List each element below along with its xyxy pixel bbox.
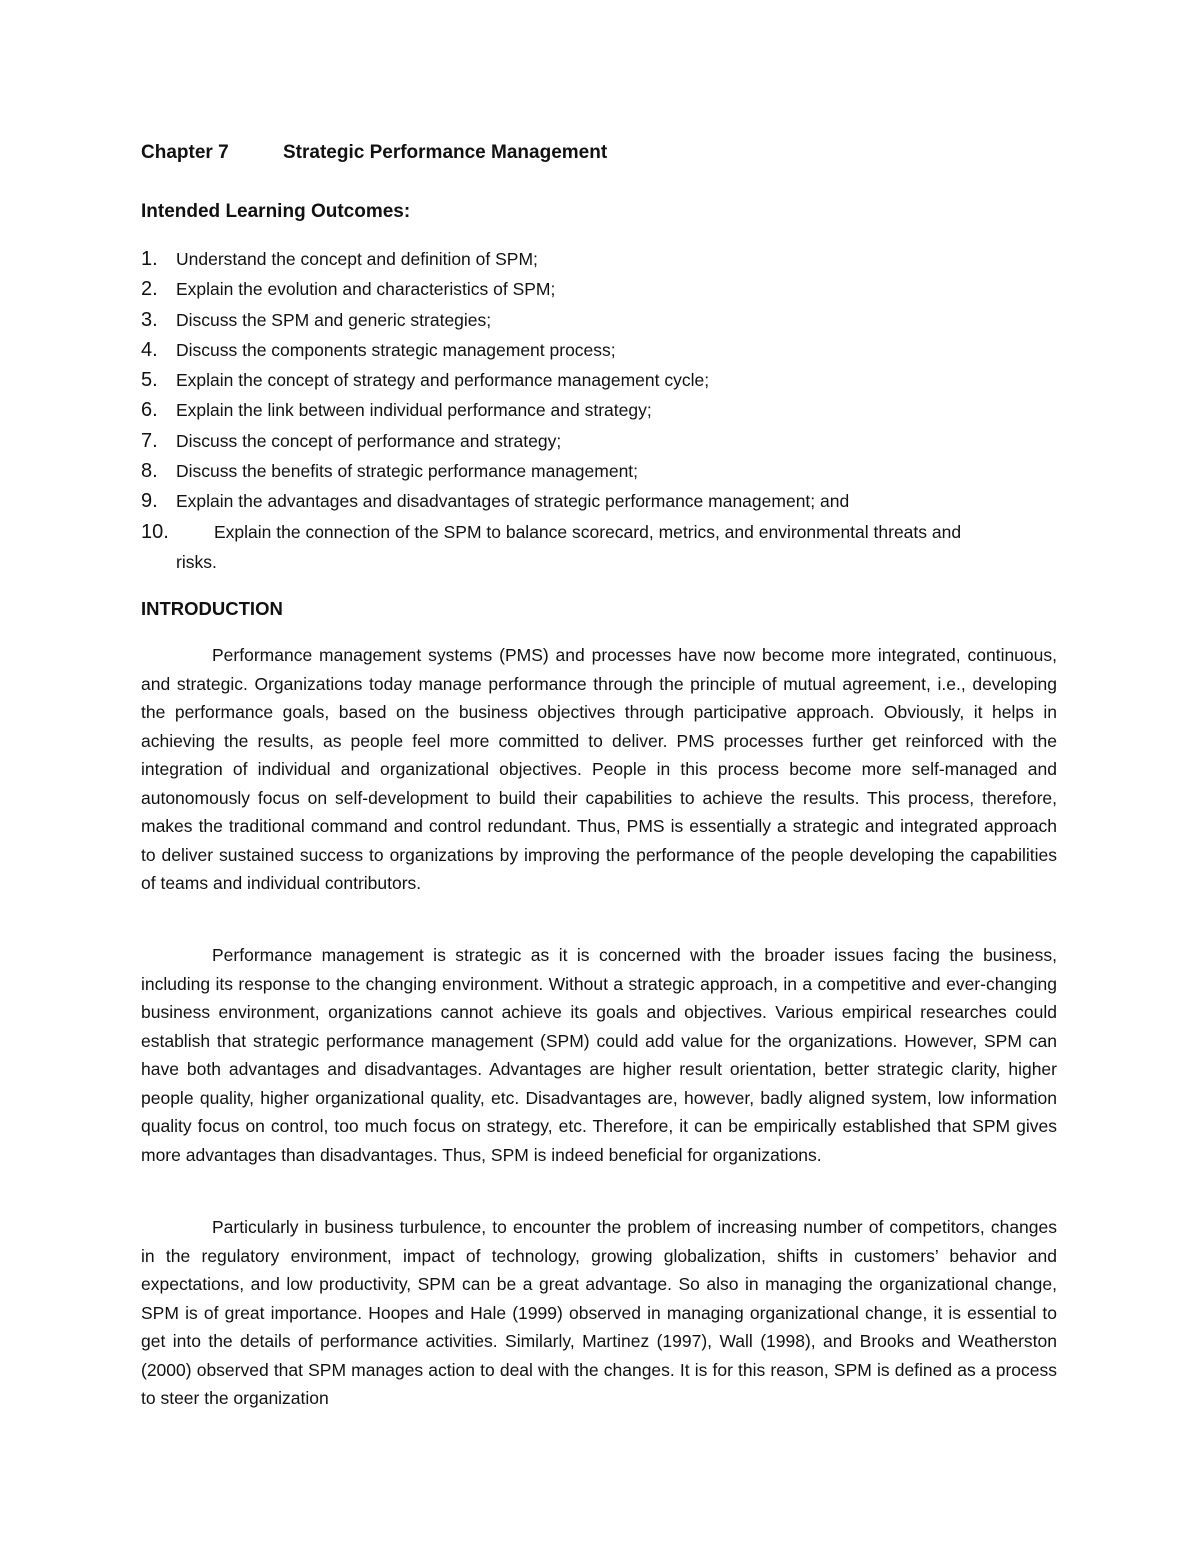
introduction-heading: INTRODUCTION [141,598,283,619]
outcome-item [141,335,1061,365]
outcome-item [141,274,1061,304]
chapter-heading [141,142,607,164]
outcome-number: 1. [141,248,158,270]
outcome-text: Discuss the SPM and generic strategies; [176,309,492,330]
outcome-text-continued: risks. [176,551,217,572]
outcome-text: Explain the concept of strategy and performance management cycle; [176,370,710,391]
outcome-item [141,456,1061,486]
outcome-item [141,486,1061,516]
outcome-item [141,244,1061,274]
introduction-paragraph: Particularly in business turbulence, to encounter the problem of increasing number of competitors, changes in the regulatory environment, impact of technology, growing globalization, shifts in customers’ behavior and expectations, and low productivity, SPM can be a great advantage. So also in managing the organizational change, SPM is of great importance. Hoopes and Hale (1999) observed in managing organizational change, it is essential to get into the details of performance activities. Similarly, Martinez (1997), Wall (1998), and Brooks and Weatherston (2000) observed that SPM manages action to deal with the changes. It is for this reason, SPM is defined as a process to steer the organization [141,1217,1057,1408]
outcome-text: Discuss the concept of performance and strategy; [176,430,562,451]
outcome-item [141,517,1061,578]
outcome-text: Discuss the benefits of strategic performance management; [176,461,639,482]
outcome-text: Discuss the components strategic management process; [176,339,616,360]
outcome-number: 4. [141,338,158,361]
outcome-item [141,426,1061,456]
outcomes-heading: Intended Learning Outcomes: [141,201,411,222]
outcome-item [141,305,1061,335]
outcome-item [141,365,1061,395]
outcome-number: 2. [141,278,158,301]
outcome-text: Explain the connection of the SPM to balance scorecard, metrics, and environmental threats and [214,521,962,542]
outcome-text: Explain the advantages and disadvantages of strategic performance management; and [176,491,850,512]
outcomes-list [141,244,1061,577]
introduction-paragraph: Performance management is strategic as it is concerned with the broader issues facing the business, including its response to the changing environment. Without a strategic approach, in a competitive and ever-changing business environment, organizations cannot achieve its goals and objectives. Various empirical researches could establish that strategic performance management (SPM) could add value for the organizations. However, SPM can have both advantages and disadvantages. Advantages are higher result orientation, better strategic clarity, higher people quality, higher organizational quality, etc. Disadvantages are, however, badly aligned system, low information quality focus on control, too much focus on strategy, etc. Therefore, it can be empirically established that SPM gives more advantages than disadvantages. Thus, SPM is indeed beneficial for organizations. [141,945,1057,1165]
outcome-number: 9. [141,490,158,513]
outcome-item [141,395,1061,425]
outcome-number: 8. [141,460,158,483]
outcome-number: 7. [141,429,158,452]
outcome-number: 5. [141,369,158,392]
outcome-number: 6. [141,399,158,422]
chapter-number: Chapter 7 [141,142,229,163]
outcome-text: Explain the evolution and characteristics of SPM; [176,279,556,300]
introduction-paragraph: Performance management systems (PMS) and processes have now become more integrated, continuous, and strategic. Organizations today manage performance through the principle of mutual agreement, i.e., developing the performance goals, based on the business objectives through participative approach. Obviously, it helps in achieving the results, as people feel more committed to deliver. PMS processes further get reinforced with the integration of individual and organizational objectives. People in this process become more self-managed and autonomously focus on self-development to build their capabilities to achieve the results. This process, therefore, makes the traditional command and control redundant. Thus, PMS is essentially a strategic and integrated approach to deliver sustained success to organizations by improving the performance of the people developing the capabilities of teams and individual contributors. [141,645,1057,893]
chapter-title: Strategic Performance Management [283,142,608,163]
outcome-number: 3. [141,308,158,331]
outcome-text: Understand the concept and definition of SPM; [176,249,538,269]
outcome-number: 10. [141,520,169,543]
outcome-text: Explain the link between individual performance and strategy; [176,400,652,421]
